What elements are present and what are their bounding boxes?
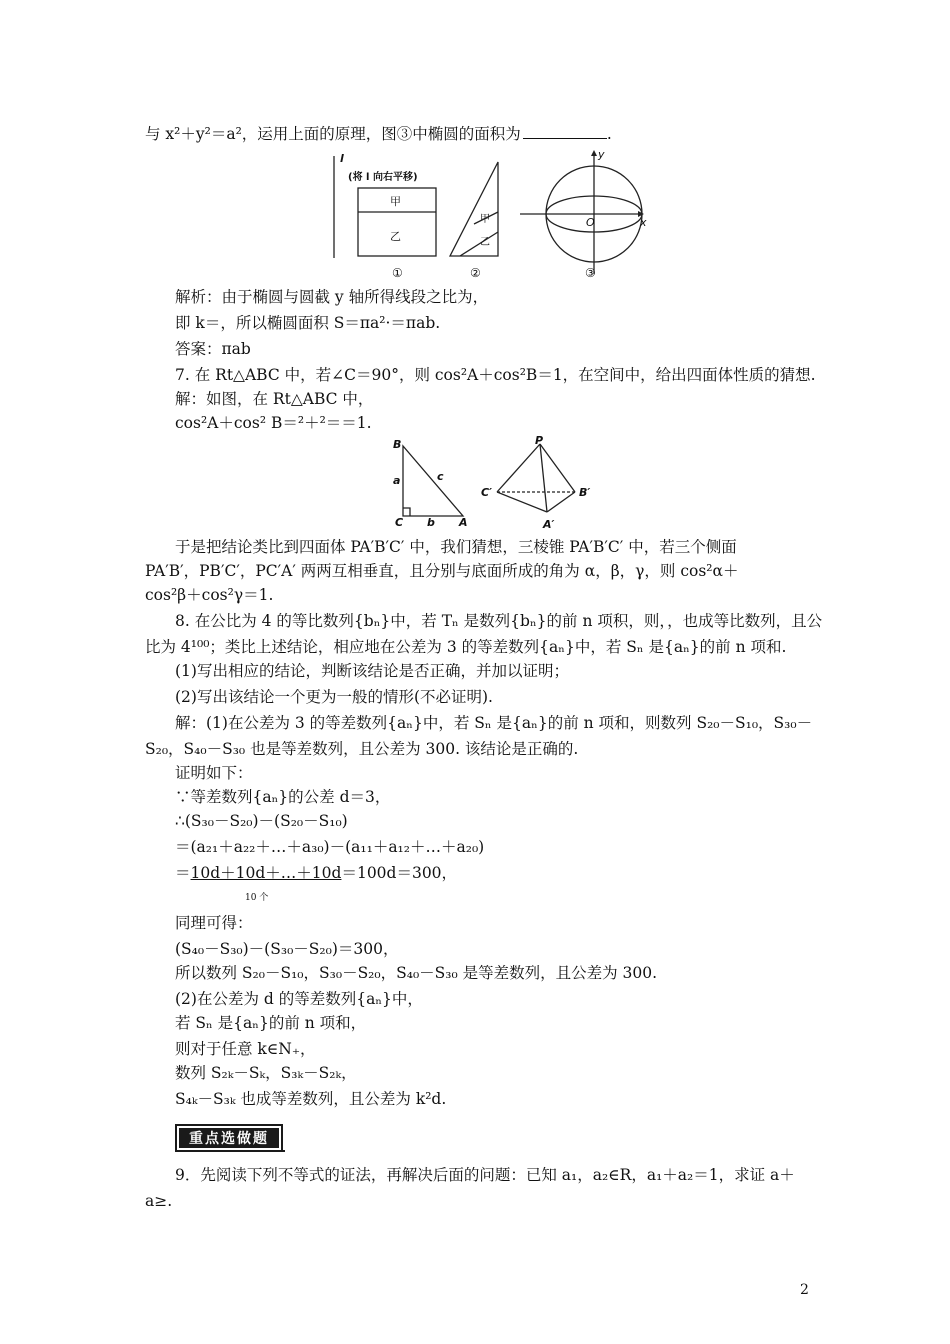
axis-x-label: x xyxy=(640,216,647,229)
text-line: cos²A＋cos² B＝²＋²＝＝1. xyxy=(175,414,372,432)
underbrace-terms: 10d＋10d＋…＋10d xyxy=(190,864,342,882)
text-line: S₄ₖ－S₃ₖ 也成等差数列，且公差为 k²d. xyxy=(175,1090,447,1108)
figure-caption: (将 l 向右平移) xyxy=(348,172,418,183)
label-jia: 甲 xyxy=(390,195,401,208)
text-line: ∵等差数列{aₙ}的公差 d＝3， xyxy=(175,788,391,806)
text-line xyxy=(175,862,457,884)
label-B: B xyxy=(393,438,402,451)
label-3: ③ xyxy=(585,266,596,280)
label-b: b xyxy=(427,516,435,529)
right-angle-mark xyxy=(403,508,410,516)
axis-y-label: y xyxy=(598,150,605,161)
edge-CA xyxy=(497,492,547,512)
right-triangle xyxy=(403,446,463,516)
label-yi: 乙 xyxy=(390,230,401,243)
label-2: ② xyxy=(470,266,481,280)
label-P: P xyxy=(535,436,544,447)
text-line: 比为 4¹⁰⁰；类比上述结论，相应地在公差为 3 的等差数列{aₙ}中，若 Sₙ 是{aₙ}的前 n 项和. xyxy=(145,638,787,656)
text-line: 数列 S₂ₖ－Sₖ，S₃ₖ－S₂ₖ， xyxy=(175,1064,357,1082)
edge-PA xyxy=(540,444,547,512)
label-C-prime: C′ xyxy=(481,486,492,499)
text-line: 证明如下： xyxy=(175,764,253,782)
edge-PB xyxy=(540,444,575,492)
section-badge: 重点选做题 xyxy=(175,1124,283,1152)
text-line xyxy=(145,123,612,145)
underbrace-note: 10 个 xyxy=(245,893,269,903)
text-line: 于是把结论类比到四面体 PA′B′C′ 中，我们猜想，三棱锥 PA′B′C′ 中，若三个侧面 xyxy=(175,538,737,556)
origin-label: O xyxy=(586,216,595,229)
text-line: 若 Sₙ 是{aₙ}的前 n 项和， xyxy=(175,1014,367,1032)
text-line: 解：如图，在 Rt△ABC 中， xyxy=(175,390,374,408)
page-number: 2 xyxy=(800,1282,809,1298)
label-1: ① xyxy=(392,266,403,280)
line-end: . xyxy=(606,125,612,143)
text-line: (S₄₀－S₃₀)－(S₃₀－S₂₀)＝300， xyxy=(175,940,399,958)
text-line: cos²β＋cos²γ＝1. xyxy=(145,586,274,604)
text-line: 8. 在公比为 4 的等比数列{bₙ}中，若 Tₙ 是数列{bₙ}的前 n 项积，则，，也成等比数列，且公 xyxy=(175,612,823,630)
text-line: ＝(a₂₁＋a₂₂＋…＋a₃₀)－(a₁₁＋a₁₂＋…＋a₂₀) xyxy=(175,838,485,856)
text-line: 答案：πab xyxy=(175,340,251,358)
text-line: 解析：由于椭圆与圆截 y 轴所得线段之比为， xyxy=(175,288,489,306)
label-B-prime: B′ xyxy=(579,486,591,499)
text-line: (2)写出该结论一个更为一般的情形(不必证明). xyxy=(175,688,493,706)
edge-BA xyxy=(547,492,575,512)
label-C: C xyxy=(395,516,404,529)
text-line: 所以数列 S₂₀－S₁₀，S₃₀－S₂₀，S₄₀－S₃₀ 是等差数列，且公差为 300. xyxy=(175,964,658,982)
text-line: a≥. xyxy=(145,1192,173,1210)
line-text: ＝ xyxy=(175,864,191,882)
answer-blank xyxy=(523,124,607,139)
text-line: (2)在公差为 d 的等差数列{aₙ}中， xyxy=(175,990,423,1008)
label-A-prime: A′ xyxy=(543,518,555,531)
text-line: 同理可得： xyxy=(175,914,253,932)
line-text: ＝100d＝300， xyxy=(341,864,458,882)
edge-PC xyxy=(497,444,540,492)
text-line: S₂₀，S₄₀－S₃₀ 也是等差数列，且公差为 300. 该结论是正确的. xyxy=(145,740,579,758)
label-a: a xyxy=(393,474,401,487)
badge-underline xyxy=(175,1150,285,1152)
text-line: ∴(S₃₀－S₂₀)－(S₂₀－S₁₀) xyxy=(175,812,348,830)
triangle-divider-2 xyxy=(460,232,498,256)
label-yi-2: 乙 xyxy=(480,237,490,248)
figure-ellipse-principle xyxy=(330,150,650,282)
figure-triangle-tetrahedron xyxy=(385,436,605,532)
text-line: 7. 在 Rt△ABC 中，若∠C＝90°，则 cos²A＋cos²B＝1，在空间中，给出四面体性质的猜想. xyxy=(175,366,816,384)
text-line: (1)写出相应的结论，判断该结论是否正确，并加以证明； xyxy=(175,662,569,680)
label-jia-2: 甲 xyxy=(480,214,490,225)
text-line: PA′B′，PB′C′，PC′A′ 两两互相垂直，且分别与底面所成的角为 α，β，γ，则 cos²α＋ xyxy=(145,562,739,580)
text-line: 9．先阅读下列不等式的证法，再解决后面的问题：已知 a₁，a₂∈R，a₁＋a₂＝1，求证 a＋ xyxy=(175,1166,795,1184)
line-text: 与 x²＋y²＝a²，运用上面的原理，图③中椭圆的面积为 xyxy=(145,125,521,143)
text-line: 即 k＝，所以椭圆面积 S＝πa²·＝πab. xyxy=(175,314,441,332)
label-A: A xyxy=(459,516,468,529)
label-c: c xyxy=(437,470,444,483)
label-l: l xyxy=(340,152,344,165)
triangle-shape xyxy=(450,162,498,256)
text-line: 则对于任意 k∈N₊， xyxy=(175,1040,316,1058)
y-arrow-icon xyxy=(591,150,597,156)
text-line: 解：(1)在公差为 3 的等差数列{aₙ}中，若 Sₙ 是{aₙ}的前 n 项和，则数列 S₂₀－S₁₀，S₃₀－ xyxy=(175,714,813,732)
